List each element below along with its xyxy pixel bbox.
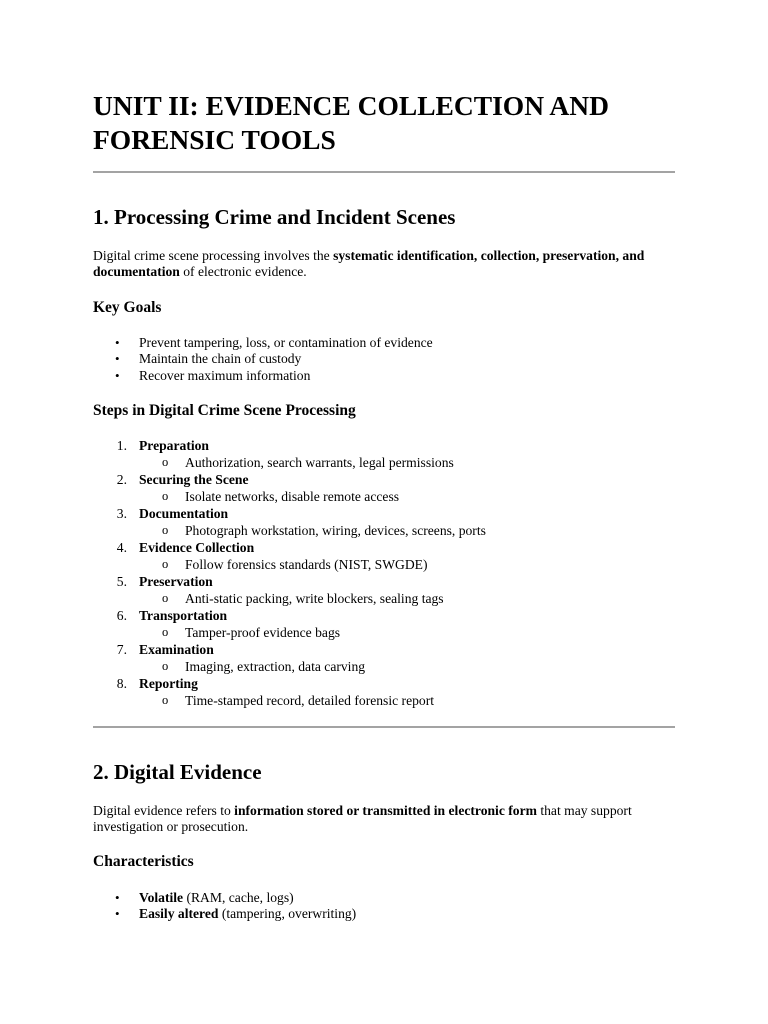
step-number: 2. bbox=[116, 472, 127, 487]
step-item bbox=[93, 573, 675, 607]
step-title: Transportation bbox=[139, 608, 228, 623]
list-item: • Easily altered (tampering, overwriting) bbox=[115, 906, 357, 921]
characteristics-heading: Characteristics bbox=[93, 853, 194, 870]
step-number: 4. bbox=[116, 540, 127, 555]
sub-bullet-icon: o bbox=[162, 591, 169, 605]
step-title: Preservation bbox=[139, 574, 213, 589]
bullet-icon: • bbox=[115, 906, 120, 921]
bullet-icon: • bbox=[115, 890, 120, 905]
intro-emphasis: systematic identification, collection, preservation, and documentation bbox=[93, 248, 645, 279]
step-item bbox=[93, 437, 675, 471]
sub-bullet-icon: o bbox=[162, 455, 169, 469]
step-detail: Imaging, extraction, data carving bbox=[185, 659, 366, 674]
step-detail: Authorization, search warrants, legal permissions bbox=[185, 455, 454, 470]
step-number: 8. bbox=[116, 676, 127, 691]
bullet-icon: • bbox=[115, 368, 120, 383]
step-number: 1. bbox=[116, 438, 127, 453]
step-item bbox=[93, 641, 675, 675]
list-item: • Prevent tampering, loss, or contamination of evidence bbox=[115, 335, 433, 350]
divider bbox=[93, 171, 675, 173]
step-title: Reporting bbox=[139, 676, 198, 691]
list-item: • Maintain the chain of custody bbox=[115, 351, 302, 366]
step-number: 6. bbox=[116, 608, 127, 623]
intro-emphasis: information stored or transmitted in electronic form bbox=[234, 803, 537, 818]
step-item bbox=[93, 505, 675, 539]
section2-intro: Digital evidence refers to information stored or transmitted in electronic form that may support investigation or prosecution. bbox=[93, 803, 632, 834]
list-item: • Recover maximum information bbox=[115, 368, 311, 383]
step-detail: Photograph workstation, wiring, devices, screens, ports bbox=[185, 523, 486, 538]
sub-bullet-icon: o bbox=[162, 523, 169, 537]
step-detail: Tamper-proof evidence bags bbox=[185, 625, 341, 640]
step-item bbox=[93, 539, 675, 573]
sub-bullet-icon: o bbox=[162, 659, 169, 673]
step-detail: Follow forensics standards (NIST, SWGDE) bbox=[185, 557, 428, 572]
section1-intro: Digital crime scene processing involves the systematic identification, collection, preservation, and documentation of electronic evidence. bbox=[93, 248, 645, 279]
step-detail: Anti-static packing, write blockers, sealing tags bbox=[185, 591, 444, 606]
list-item: • Volatile (RAM, cache, logs) bbox=[115, 890, 294, 905]
step-title: Documentation bbox=[139, 506, 229, 521]
step-item bbox=[93, 471, 675, 505]
bullet-icon: • bbox=[115, 351, 120, 366]
steps-heading: Steps in Digital Crime Scene Processing bbox=[93, 402, 356, 419]
step-detail: Isolate networks, disable remote access bbox=[185, 489, 400, 504]
step-title: Examination bbox=[139, 642, 214, 657]
sub-bullet-icon: o bbox=[162, 489, 169, 503]
section-heading-processing: 1. Processing Crime and Incident Scenes bbox=[93, 205, 456, 229]
key-goals-heading: Key Goals bbox=[93, 299, 162, 316]
step-number: 5. bbox=[116, 574, 127, 589]
sub-bullet-icon: o bbox=[162, 557, 169, 571]
step-number: 7. bbox=[116, 642, 127, 657]
step-title: Evidence Collection bbox=[139, 540, 255, 555]
sub-bullet-icon: o bbox=[162, 693, 169, 707]
bullet-icon: • bbox=[115, 335, 120, 350]
step-item bbox=[93, 675, 675, 709]
divider bbox=[93, 726, 675, 728]
step-detail: Time-stamped record, detailed forensic report bbox=[185, 693, 435, 708]
step-title: Preparation bbox=[139, 438, 209, 453]
step-title: Securing the Scene bbox=[139, 472, 249, 487]
step-number: 3. bbox=[116, 506, 127, 521]
characteristic-term: Easily altered bbox=[139, 906, 219, 921]
step-item bbox=[93, 607, 675, 641]
document-title: UNIT II: EVIDENCE COLLECTION AND FORENSIC TOOLS bbox=[93, 90, 609, 155]
section-heading-digital-evidence: 2. Digital Evidence bbox=[93, 760, 262, 784]
sub-bullet-icon: o bbox=[162, 625, 169, 639]
characteristic-term: Volatile bbox=[139, 890, 184, 905]
